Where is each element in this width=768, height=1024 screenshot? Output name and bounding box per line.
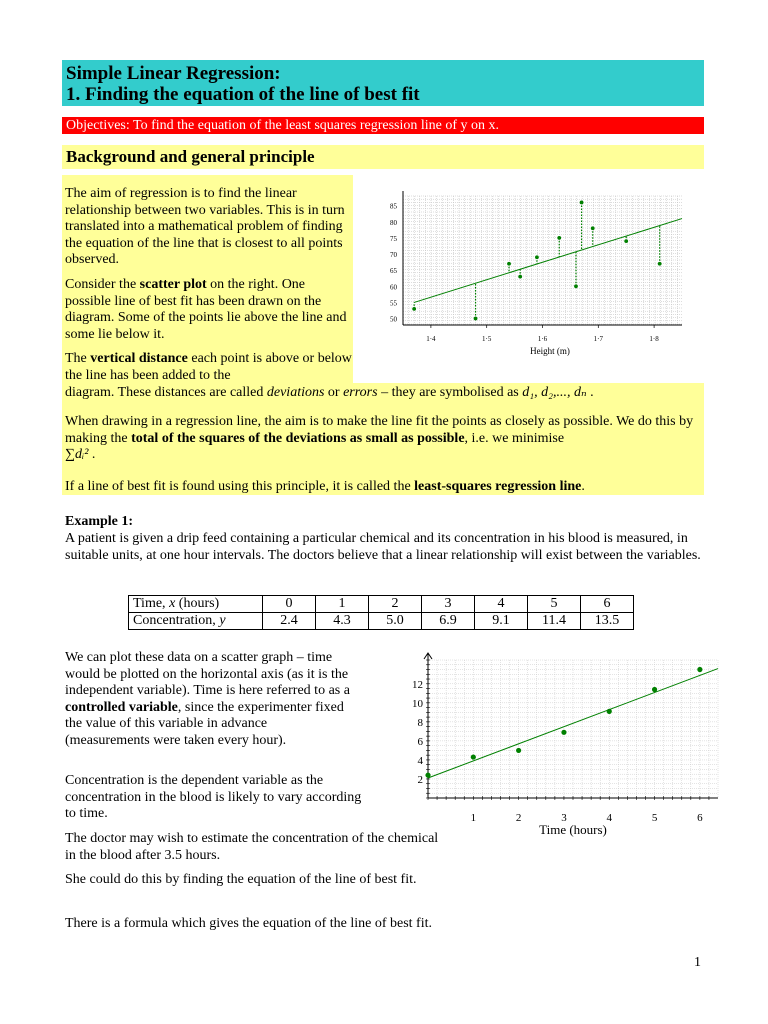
intro-paragraph-3: The vertical distance each point is above or below the line has been added to the: [65, 351, 352, 383]
table-cell: 13.5: [581, 613, 634, 630]
intro-paragraph-3-cont: diagram. These distances are called deviations or errors – they are symbolised as d₁, d₂,..., dₙ .: [65, 385, 594, 400]
data-point: [591, 226, 595, 230]
concentration-label: Concentration, y: [129, 613, 263, 630]
time-label: Time, x (hours): [129, 596, 263, 613]
data-point: [607, 709, 612, 714]
y-tick-label: 2: [417, 773, 423, 786]
x-tick-label: 5: [651, 812, 658, 824]
table-cell: 3: [422, 596, 475, 613]
concentration-scatter-chart: [400, 650, 720, 840]
chart1-x-label: Height (m): [530, 346, 570, 356]
y-tick-label: 60: [390, 283, 397, 292]
data-point: [412, 307, 416, 311]
y-tick-label: 6: [417, 735, 423, 748]
title-line-2: 1. Finding the equation of the line of best fit: [66, 84, 420, 105]
table-cell: 6: [581, 596, 634, 613]
table-cell: 4: [475, 596, 528, 613]
table-row-concentration: [129, 613, 634, 630]
y-tick-label: 10: [412, 697, 423, 710]
table-cell: 5.0: [369, 613, 422, 630]
x-tick-label: 1·6: [537, 335, 548, 343]
data-point: [471, 754, 476, 759]
data-table: [128, 595, 634, 630]
sum-formula: ∑dᵢ²: [65, 447, 89, 462]
example-paragraph-1: We can plot these data on a scatter graph – time would be plotted on the horizontal axis (as it is the independent variable). Time is here referred to as a controlled variable, since the experimenter fixed the value of this variable in advance (measurements were taken every hour).: [65, 650, 350, 748]
intro-paragraph-2: Consider the scatter plot on the right. One possible line of best fit has been drawn on the diagram. Some of the points lie above the line and some lie below it.: [65, 277, 347, 342]
y-tick-label: 75: [390, 234, 397, 243]
page-number: 1: [694, 955, 701, 970]
x-tick-label: 6: [697, 812, 703, 824]
chart1-fit-line: [414, 219, 682, 303]
table-cell: 11.4: [528, 613, 581, 630]
intro-paragraph-4: When drawing in a regression line, the aim is to make the line fit the points as closely as possible. We do this by making the total of the squares of the deviations as small as possible, i.e. we minimise ∑dᵢ² .: [65, 414, 694, 462]
y-tick-label: 55: [390, 299, 397, 308]
data-point: [507, 262, 511, 266]
table-cell: 2.4: [263, 613, 316, 630]
background-heading: Background and general principle: [62, 145, 704, 169]
table-cell: 1: [316, 596, 369, 613]
chart1-grid: [403, 196, 682, 325]
x-tick-label: 3: [561, 812, 567, 824]
chart2-x-label: Time (hours): [539, 822, 607, 837]
y-tick-label: 12: [412, 678, 423, 691]
y-tick-label: 4: [417, 754, 423, 767]
y-tick-label: 8: [417, 716, 423, 729]
table-cell: 6.9: [422, 613, 475, 630]
title-banner: [62, 60, 704, 106]
x-tick-label: 1: [470, 812, 477, 824]
y-tick-label: 85: [390, 202, 397, 211]
table-cell: 4.3: [316, 613, 369, 630]
data-point: [624, 239, 628, 243]
deviation-symbols: d₁, d₂,..., dₙ: [522, 385, 587, 400]
data-point: [535, 255, 539, 259]
example-text: A patient is given a drip feed containing a particular chemical and its concentration in his blood is measured, in suitable units, at one hour intervals. The doctors believe that a linear relationship will exist between the variables.: [65, 531, 701, 563]
data-point: [557, 236, 561, 240]
y-tick-label: 65: [390, 267, 397, 276]
x-tick-label: 1·7: [593, 335, 603, 343]
intro-paragraph-5: If a line of best fit is found using this principle, it is called the least-squares regression line.: [65, 479, 585, 494]
example-paragraph-2: Concentration is the dependent variable as the concentration in the blood is likely to vary according to time.: [65, 773, 362, 821]
objectives-banner: Objectives: To find the equation of the least squares regression line of y on x.: [62, 117, 704, 134]
example-heading: Example 1:: [65, 514, 134, 529]
chart2-tick-labels: [412, 679, 703, 824]
x-tick-label: 1·5: [482, 335, 492, 343]
y-tick-label: 80: [390, 218, 397, 227]
table-row-time: [129, 596, 634, 613]
table-cell: 2: [369, 596, 422, 613]
table-cell: 0: [263, 596, 316, 613]
data-point: [561, 730, 566, 735]
title-line-1: Simple Linear Regression:: [66, 63, 281, 84]
y-tick-label: 50: [390, 315, 397, 324]
table-cell: 9.1: [475, 613, 528, 630]
example-paragraph-5: There is a formula which gives the equation of the line of best fit.: [65, 916, 433, 931]
x-tick-label: 2: [515, 812, 522, 824]
y-tick-label: 70: [390, 251, 397, 260]
x-tick-label: 1·4: [426, 335, 436, 343]
height-scatter-chart: [360, 188, 690, 360]
data-point: [652, 687, 657, 692]
table-cell: 5: [528, 596, 581, 613]
intro-paragraph-1: The aim of regression is to find the linear relationship between two variables. This is in turn translated into a mathematical problem of finding the equation of the line that is closest to all points observed.: [65, 186, 345, 267]
example-paragraph-4: She could do this by finding the equation of the line of best fit.: [65, 872, 417, 887]
chart1-deviations: [414, 202, 660, 318]
chart1-tick-labels: [390, 203, 659, 343]
data-point: [574, 284, 578, 288]
example-paragraph-3: The doctor may wish to estimate the concentration of the chemical in the blood after 3.5 hours.: [65, 831, 439, 863]
data-point: [518, 275, 522, 279]
data-point: [697, 667, 702, 672]
data-point: [580, 201, 584, 205]
x-tick-label: 1·8: [649, 335, 659, 343]
fit-line: [414, 219, 682, 303]
chart2-grid: [428, 660, 718, 798]
data-point: [516, 748, 521, 753]
data-point: [425, 773, 430, 778]
chart1-axes: [403, 191, 682, 325]
x-tick-label: 4: [606, 812, 612, 824]
data-point: [658, 262, 662, 266]
data-point: [474, 317, 478, 321]
